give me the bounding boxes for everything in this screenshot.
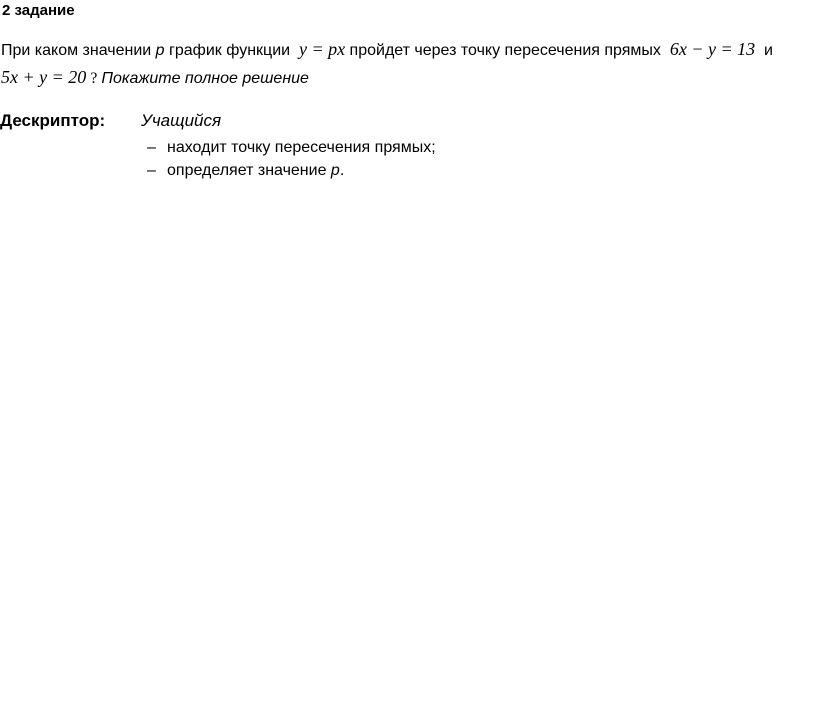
instruction-text: Покажите полное решение bbox=[101, 70, 309, 87]
descriptor-student: Учащийся bbox=[141, 111, 222, 130]
descriptor-item-2-variable: p bbox=[330, 162, 340, 179]
dash-bullet: – bbox=[147, 139, 156, 156]
question-text-part3: пройдет через точку пересечения прямых bbox=[345, 42, 666, 59]
descriptor-label: Дескриптор: bbox=[0, 111, 106, 130]
question-mark: ? bbox=[86, 70, 102, 87]
question-conjunction: и bbox=[759, 42, 773, 59]
question-text-part2: график функции bbox=[164, 42, 295, 59]
question-text-part1: При каком значении bbox=[1, 42, 156, 59]
descriptor-item-1-text: находит точку пересечения прямых; bbox=[167, 139, 436, 156]
line-equation-2: 5x + y = 20 bbox=[1, 67, 87, 87]
task-heading: 2 задание bbox=[2, 2, 75, 19]
variable-p: p bbox=[155, 42, 165, 59]
descriptor-item-2-text: определяет значение bbox=[167, 162, 331, 179]
line-equation-1: 6x − y = 13 bbox=[669, 39, 756, 59]
descriptor-item-1 bbox=[147, 139, 436, 157]
function-equation: y = px bbox=[298, 39, 346, 59]
descriptor-item-2-suffix: . bbox=[339, 162, 345, 179]
question-line-2 bbox=[1, 67, 309, 88]
dash-bullet: – bbox=[147, 162, 156, 179]
descriptor-item-2 bbox=[147, 162, 344, 180]
question-line-1 bbox=[1, 39, 773, 60]
